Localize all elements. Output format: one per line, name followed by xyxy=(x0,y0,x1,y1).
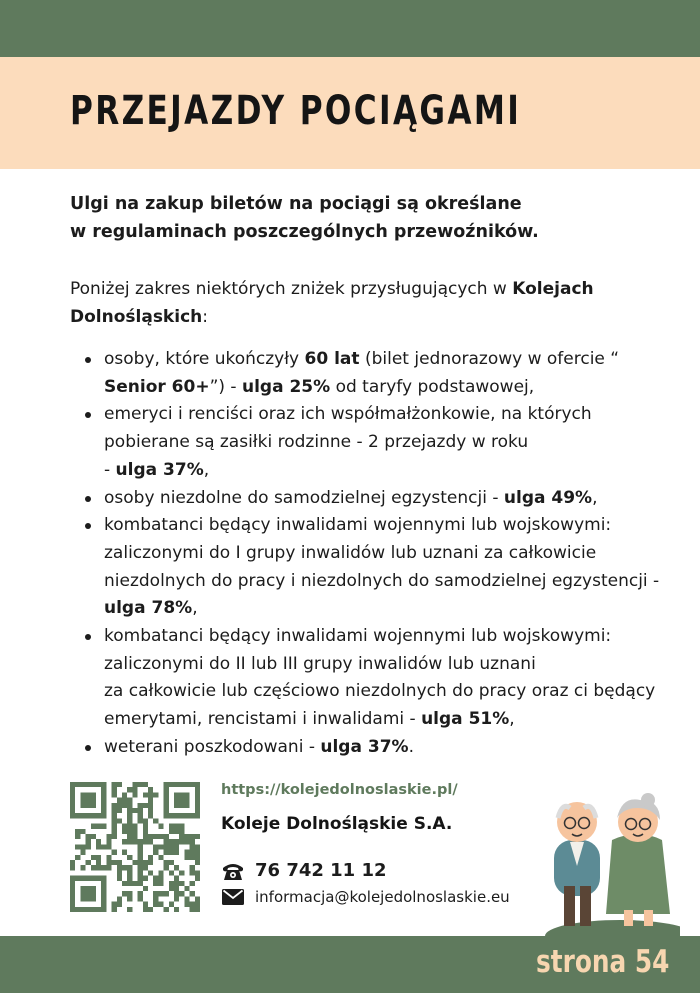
discount-highlight: Senior 60+ xyxy=(104,376,210,397)
intro-text xyxy=(70,190,630,246)
page-title: PRZEJAZDY POCIĄGAMI xyxy=(70,88,522,134)
discount-text: . xyxy=(408,736,414,757)
company-name: Koleje Dolnośląskie S.A. xyxy=(221,814,453,834)
discount-text: weterani poszkodowani - xyxy=(104,736,321,757)
discount-text: emeryci i renciści oraz ich współmałżonkowie, na których pobierane są zasiłki rodzinne - 2 przejazdy w roku xyxy=(104,404,592,453)
discount-text: (bilet jednorazowy w ofercie “ xyxy=(359,349,620,369)
lead-carrier: Kolejach Dolnośląskich xyxy=(70,279,594,327)
discount-item xyxy=(104,485,669,513)
intro-line-1: Ulgi na zakup biletów na pociągi są określane xyxy=(70,194,522,214)
elderly-couple-illustration xyxy=(540,790,680,940)
email-row xyxy=(221,888,510,906)
qr-code-icon[interactable] xyxy=(70,782,200,912)
discount-highlight: 60 lat xyxy=(304,349,360,369)
discount-item xyxy=(104,623,669,734)
discount-rate: ulga 51% xyxy=(421,709,510,730)
discount-rate: ulga 78% xyxy=(104,598,193,619)
email-address[interactable]: informacja@kolejedolnoslaskie.eu xyxy=(255,888,510,906)
discount-text: za całkowicie lub częściowo niezdolnych do pracy oraz ci będący emerytami, rencistami i inwalidami - xyxy=(104,681,656,730)
discount-item xyxy=(104,734,669,762)
phone-icon xyxy=(221,861,245,881)
discount-text: osoby, które ukończyły xyxy=(104,349,305,369)
discount-text: od taryfy podstawowej, xyxy=(330,376,535,397)
discount-item xyxy=(104,346,669,401)
discount-rate: ulga 49% xyxy=(503,487,593,508)
discount-rate: ulga 37% xyxy=(115,459,204,480)
discount-text: ”) - xyxy=(209,376,242,397)
lead-text xyxy=(70,275,650,331)
intro-line-2: w regulaminach poszczególnych przewoźników. xyxy=(70,222,539,242)
page-number: strona 54 xyxy=(536,944,670,980)
discount-rate: ulga 25% xyxy=(241,376,331,397)
discount-text: , xyxy=(192,598,198,619)
lead-colon: : xyxy=(202,307,208,327)
discount-text: , xyxy=(592,487,598,508)
website-link[interactable]: https://kolejedolnoslaskie.pl/ xyxy=(221,782,458,798)
discount-text: kombatanci będący inwalidami wojennymi lub wojskowymi: zaliczonymi do I grupy inwalidów lub uznani za całkowicie niezdolnych do pracy i niezdolnych do samodzielnej egzystencji - xyxy=(104,515,660,591)
phone-number[interactable]: 76 742 11 12 xyxy=(255,860,387,881)
discount-text: , xyxy=(509,709,515,730)
discount-item xyxy=(104,512,669,623)
phone-row xyxy=(221,860,387,881)
top-bar xyxy=(0,0,700,57)
discount-text: , xyxy=(203,459,210,480)
envelope-icon xyxy=(221,888,245,906)
discount-text: osoby niezdolne do samodzielnej egzystencji - xyxy=(104,487,504,508)
discount-item xyxy=(104,401,669,484)
discount-text: - xyxy=(104,459,116,480)
discount-text: kombatanci będący inwalidami wojennymi lub wojskowymi: zaliczonymi do II lub III grupy inwalidów lub uznani xyxy=(104,626,612,674)
discount-rate: ulga 37% xyxy=(320,736,409,757)
lead-plain: Poniżej zakres niektórych zniżek przysługujących w xyxy=(70,279,513,299)
discount-list xyxy=(104,346,669,762)
